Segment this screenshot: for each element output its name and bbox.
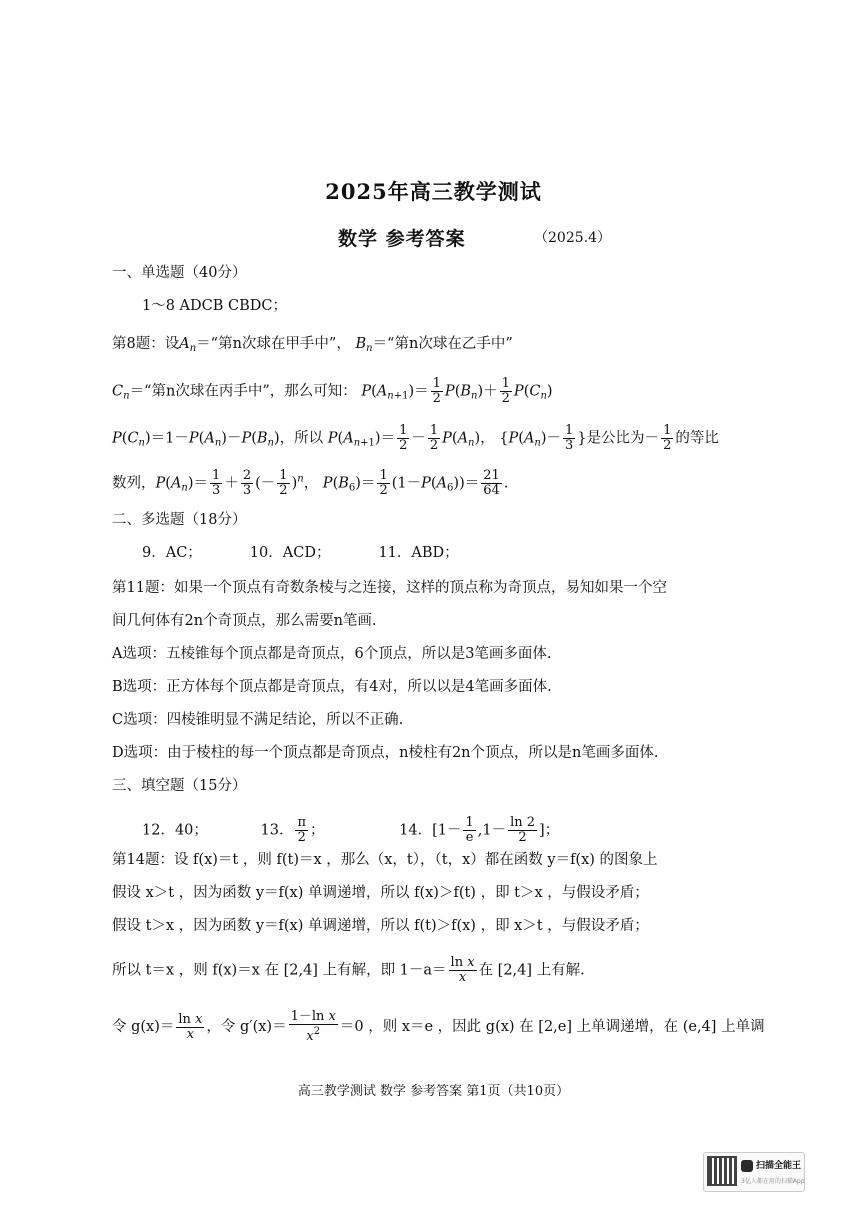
section3-answers: 12．40； 13． $\frac{\pi}{2}$ ； 14．[1－ $\frac{1}{e}$ ,1－ $\frac{\ln 2}{2}$ ]； <box>142 815 560 845</box>
q8-line2: $C_n=“$第n次球在丙手中”，那么可知： $P(A_{n+1})=$ $\frac{1}{2}$ $P(B_n)+$ $\frac{1}{2}$ $P(C_n)$ <box>112 376 553 406</box>
scanner-label: 扫描全能王 <box>756 1161 802 1171</box>
scanner-logo-icon <box>741 1160 753 1172</box>
q8-line3: $P(C_n)=1-P(A_n)-P(B_n)$，所以 $P(A_{n+1})=$ $\frac{1}{2}$ － $\frac{1}{2}$ $P(A_n)$， {$P(A_n)-$ $\frac{1}{3}$ }是公比为－ $\frac{1}{2}$ 的等比 <box>112 423 719 453</box>
q8-line1: 第8题：设$A_n=“$第n次球在甲手中”， $B_n=“$第n次球在乙手中” <box>112 336 513 354</box>
q11-option-b: B选项：正方体每个顶点都是奇顶点，有4对，所以以是4笔画多面体. <box>112 679 552 695</box>
section3-heading: 三、填空题（15分） <box>112 778 247 794</box>
q14-line4: 所以 t＝x ，则 f(x)＝x 在 [2,4] 上有解，即 1－a＝ $\frac{\text{ln x}}{x}$ 在 [2,4] 上有解. <box>112 955 585 985</box>
qr-code-icon <box>707 1156 737 1186</box>
q14-line5: 令 g(x)＝ $\frac{\text{ln x}}{x}$ ，令 g′(x)＝ $\frac{\text{1－ln x}}{x^2}$ ＝0 ，则 x＝e ，因此 g(x) 在 [2,e] 上单调递增，在 (e,4] 上单调 <box>112 1009 765 1044</box>
section2-heading: 二、多选题（18分） <box>112 512 247 528</box>
q14-line2: 假设 x＞t ，因为函数 y＝f(x) 单调递增，所以 f(x)＞f(t) ，即 t＞x ，与假设矛盾； <box>112 885 649 901</box>
section2-answers: 9．AC； 10．ACD； 11．ABD； <box>142 545 459 561</box>
q8-line4: 数列，$P(A_n)=$ $\frac{1}{3}$ ＋ $\frac{2}{3}$ (－ $\frac{1}{2}$ )$^n$， $P(B_6)=$ $\frac{1}{2}$ $(1-P(A_6))=$ $\frac{21}{64}$ . <box>112 468 509 498</box>
q14-line1: 第14题：设 f(x)＝t ，则 f(t)＝x ，那么（x，t），（t，x）都在函数 y＝f(x) 的图象上 <box>112 852 658 868</box>
scanner-sublabel: 3亿人都在用的扫描App <box>741 1178 805 1185</box>
section1-answers: 1～8 ADCB CBDC； <box>142 298 287 314</box>
q14-line3: 假设 t＞x ，因为函数 y＝f(x) 单调递增，所以 f(t)＞f(x) ，即 x＞t ，与假设矛盾； <box>112 918 649 934</box>
q11-option-a: A选项：五棱锥每个顶点都是奇顶点，6个顶点，所以是3笔画多面体. <box>112 646 552 662</box>
section1-heading: 一、单选题（40分） <box>112 265 247 281</box>
q11-line2: 间几何体有2n个奇顶点，那么需要n笔画. <box>112 613 377 629</box>
page-subtitle: 数学 参考答案 <box>338 228 466 250</box>
page-title: 2025年高三教学测试 <box>325 179 542 204</box>
exam-date: （2025.4） <box>534 230 611 246</box>
q11-line1: 第11题：如果一个顶点有奇数条棱与之连接，这样的顶点称为奇顶点，易知如果一个空 <box>112 580 667 596</box>
q11-option-d: D选项：由于棱柱的每一个顶点都是奇顶点，n棱柱有2n个顶点，所以是n笔画多面体. <box>112 745 659 761</box>
page-footer: 高三教学测试 数学 参考答案 第1页（共10页） <box>297 1084 570 1099</box>
q11-option-c: C选项：四棱锥明显不满足结论，所以不正确. <box>112 712 404 728</box>
